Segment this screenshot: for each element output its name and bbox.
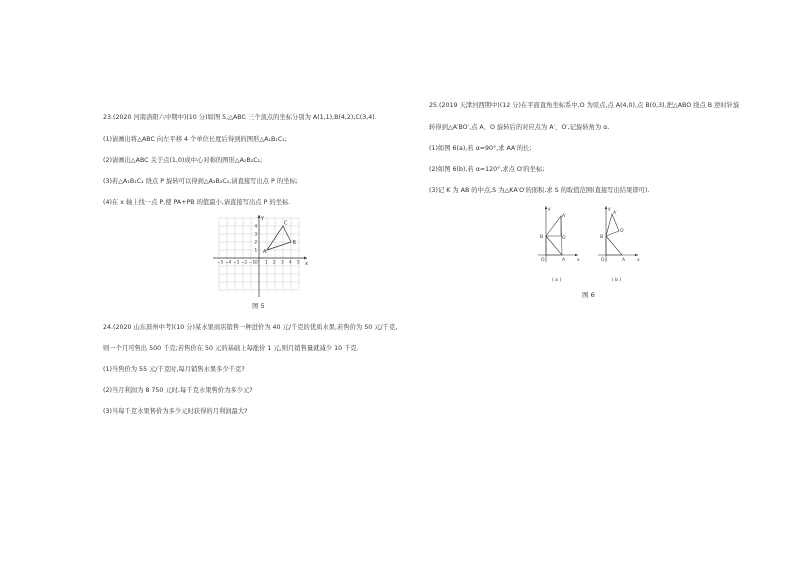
fig6a-label-y: y: [548, 207, 551, 212]
fig6a-triangle-abo: [546, 236, 562, 255]
fig6a-label-a: A: [562, 258, 566, 263]
fig6b-caption: ( b ): [612, 278, 622, 283]
fig6b-label-a-prime: A′: [613, 211, 618, 216]
x-tick-label: 1: [265, 259, 268, 265]
x-tick-label: −1: [249, 259, 256, 265]
x-tick-label: 5: [297, 259, 300, 265]
q25-header2: 转得到△A′BO′,点 A、O 旋转后的对应点为 A′、O′,记旋转角为 α.: [429, 124, 610, 131]
x-tick-label: 3: [281, 259, 284, 265]
x-axis-arrow: [304, 257, 307, 260]
q24-header: 24.(2020 山东滨州中考)(10 分)某水果商店销售一种进价为 40 元/千克的优质水果,若售价为 50 元/千克,: [103, 324, 398, 331]
q23-part1: (1)请画出将△ABC 向左平移 4 个单位长度后得到的图形△A₁B₁C₁;: [103, 136, 287, 143]
y-tick-label: 1: [254, 247, 258, 253]
q25-part1: (1)如图 6(a),若 α=90°,求 AA′的长;: [429, 145, 532, 152]
fig6b-label-o-prime: O′: [620, 229, 625, 234]
fig6b-label-x: x: [637, 258, 640, 263]
x-tick-label: 4: [289, 259, 292, 265]
fig6a-label-o: O: [541, 258, 545, 263]
y-tick-label: 2: [254, 239, 258, 245]
axis-y-label: y: [261, 215, 264, 221]
q23-header: 23.(2020 河南洛阳六中期中)(10 分)如图 5,△ABC 三个顶点的坐标分别为 A(1,1),B(4,2),C(3,4).: [103, 114, 377, 121]
q25-part2: (2)如图 6(b),若 α=120°,求点 O′的坐标;: [429, 166, 545, 173]
y-tick-label: 4: [254, 223, 258, 229]
fig6a-label-b: B: [540, 235, 544, 240]
q23-part3: (3)若△A₁B₁C₁ 绕点 P 旋转可以得到△A₂B₂C₂,请直接写出点 P 的坐标;: [103, 178, 298, 185]
x-tick-label: −5: [217, 259, 224, 265]
q24-header2: 则一个月可售出 500 千克;若售价在 50 元的基础上每涨价 1 元,则月销售量就减少 10 千克.: [103, 345, 359, 352]
axis-x-label: x: [305, 261, 308, 267]
fig6a-y-arrow: [545, 206, 547, 209]
q24-part1: (1)当售价为 55 元/千克时,每月销售水果多少千克?: [103, 366, 245, 373]
fig6b-label-a: A: [622, 258, 626, 263]
q23-part2: (2)请画出△ABC 关于点(1,0)成中心对称的图形△A₂B₂C₂;: [103, 157, 263, 164]
x-tick-label: O: [254, 259, 258, 265]
figure-5-coordinate-grid: [210, 212, 310, 300]
fig6b-label-b: B: [600, 235, 604, 240]
label-c: C: [284, 220, 288, 227]
tick-labels: [217, 224, 300, 265]
q24-part2: (2)当月利润为 8 750 元时,每千克水果售价为多少元?: [103, 387, 253, 394]
fig6b-y-arrow: [605, 206, 607, 209]
q23-part4: (4)在 x 轴上找一点 P,使 PA+PB 的值最小,请直接写出点 P 的坐标.: [103, 199, 291, 206]
figure-5-caption: 图 5: [252, 302, 265, 310]
fig6b-label-y: y: [608, 207, 611, 212]
figure-6-caption: 图 6: [582, 291, 595, 299]
label-a: A: [263, 249, 267, 255]
q25-part3: (3)记 K 为 AB 的中点,S 为△KA′O′的面积,求 S 的取值范围(直接写出结果即可).: [429, 187, 650, 194]
x-tick-label: −4: [225, 259, 232, 265]
fig6b-triangle-abo: [606, 236, 622, 255]
y-tick-label: 3: [254, 231, 258, 237]
x-tick-label: −2: [241, 259, 248, 265]
fig6a-label-x: x: [577, 258, 580, 263]
q24-part3: (3)当每千克水果售价为多少元时获得的月利润最大?: [103, 408, 248, 415]
x-tick-label: −3: [233, 259, 240, 265]
fig6a-caption: ( a ): [552, 278, 562, 283]
fig6a-label-a-prime: A′: [562, 214, 567, 219]
fig6a-label-o-prime: O′: [562, 236, 567, 241]
fig6b-x-arrow: [635, 254, 638, 256]
fig6a-triangle-rotated: [546, 216, 561, 236]
fig6a-x-arrow: [575, 254, 578, 256]
triangle-abc: [267, 226, 291, 250]
label-b: B: [292, 240, 296, 246]
x-tick-label: 2: [273, 259, 276, 265]
figure-6a: [534, 204, 584, 284]
fig6b-label-o: O: [601, 258, 605, 263]
fig6b-triangle-rotated: [606, 214, 619, 236]
figure-6b: [594, 204, 644, 284]
q25-header: 25.(2019 天津河西期中)(12 分)在平面直角坐标系中,O 为原点,点 A(4,0),点 B(0,3),把△ABO 绕点 B 逆时针旋: [429, 102, 740, 109]
